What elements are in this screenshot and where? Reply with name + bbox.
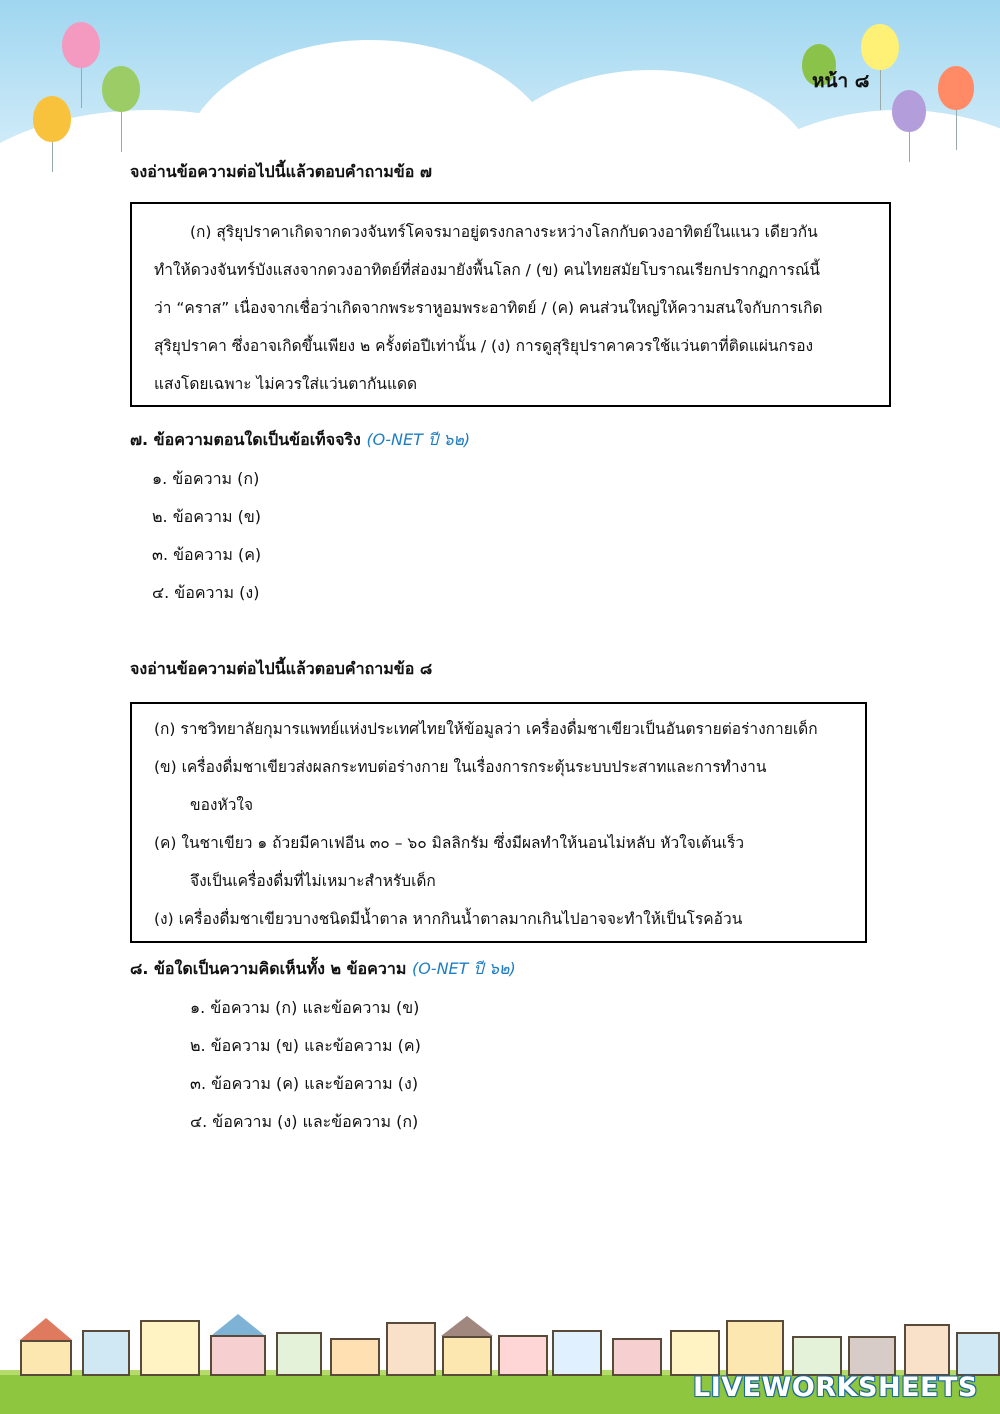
passage-line: สุริยุปราคา ซึ่งอาจเกิดขึ้นเพียง ๒ ครั้งต่อปีเท่านั้น / (ง) การดูสุริยุปราคาควรใช้แว่นตาที่ติดแผ่นกรอง [154,337,814,355]
school-icon [140,1320,200,1376]
passage-line: (ข) เครื่องดื่มชาเขียวส่งผลกระทบต่อร่างกาย ในเรื่องการกระตุ้นระบบประสาทและการทำงาน [154,758,767,776]
onet-tag: (O-NET ปี ๖๒) [411,959,516,978]
section-heading-q8: จงอ่านข้อความต่อไปนี้แล้วตอบคำถามข้อ ๘ [130,659,433,678]
balloon-icon [102,66,140,112]
roof-icon [20,1318,72,1340]
option-q8-2[interactable]: ๒. ข้อความ (ข) และข้อความ (ค) [190,1036,421,1055]
store-icon [792,1336,842,1376]
passage-line: จึงเป็นเครื่องดื่มที่ไม่เหมาะสำหรับเด็ก [190,872,436,890]
roof-icon [441,1316,493,1336]
balloon-string [909,132,910,162]
balloon-string [956,110,957,150]
house-icon [82,1330,130,1376]
passage-line: ว่า “คราส” เนื่องจากเชื่อว่าเกิดจากพระราหูอมพระอาทิตย์ / (ค) คนส่วนใหญ่ให้ความสนใจกับการเกิด [154,299,823,317]
bakery-icon [442,1336,492,1376]
passage-line: แสงโดยเฉพาะ ไม่ควรใส่แว่นตากันแดด [154,375,418,393]
coffee-shop-icon [848,1336,896,1376]
option-q7-3[interactable]: ๓. ข้อความ (ค) [152,545,262,564]
house-icon [20,1340,72,1376]
passage-box-q8 [130,702,867,943]
store-icon [276,1332,322,1376]
liveworksheets-logo: LIVEWORKSHEETS [693,1372,978,1403]
page-number: หน้า ๘ [812,70,870,92]
question-8 [130,957,516,982]
option-q8-3[interactable]: ๓. ข้อความ (ค) และข้อความ (ง) [190,1074,419,1093]
passage-line: (ค) ในชาเขียว ๑ ถ้วยมีคาเฟอีน ๓๐ – ๖๐ มิลลิกรัม ซึ่งมีผลทำให้นอนไม่หลับ หัวใจเต้นเร็ว [154,834,745,852]
section-heading-q7: จงอ่านข้อความต่อไปนี้แล้วตอบคำถามข้อ ๗ [130,162,432,181]
balloon-icon [33,96,71,142]
balloon-string [121,112,122,152]
option-q8-4[interactable]: ๔. ข้อความ (ง) และข้อความ (ก) [190,1112,419,1131]
passage-line: (ก) สุริยุปราคาเกิดจากดวงจันทร์โคจรมาอยู่ตรงกลางระหว่างโลกกับดวงอาทิตย์ในแนว เดียวกัน [190,223,818,241]
option-q7-4[interactable]: ๔. ข้อความ (ง) [152,583,260,602]
clinic-icon [552,1330,602,1376]
balloon-string [81,68,82,108]
question-text: ๘. ข้อใดเป็นความคิดเห็นทั้ง ๒ ข้อความ [130,959,412,978]
balloon-icon [62,22,100,68]
house-icon [612,1338,662,1376]
apartment-icon [904,1324,950,1376]
balloon-icon [861,24,899,70]
option-q7-1[interactable]: ๑. ข้อความ (ก) [152,469,260,488]
store-icon [498,1335,548,1376]
question-text: ๗. ข้อความตอนใดเป็นข้อเท็จจริง [130,430,367,449]
passage-box-q7 [130,202,891,407]
onet-tag: (O-NET ปี ๖๒) [366,430,471,449]
passage-line: (ก) ราชวิทยาลัยกุมารแพทย์แห่งประเทศไทยให้ข้อมูลว่า เครื่องดื่มชาเขียวเป็นอันตรายต่อร่างกายเด็ก [154,720,818,738]
balloon-string [880,70,881,110]
passage-line: ของหัวใจ [190,796,254,814]
house-icon [956,1332,1000,1376]
shop-icon [330,1338,380,1376]
house-icon [210,1335,266,1376]
house-icon [670,1330,720,1376]
option-q8-1[interactable]: ๑. ข้อความ (ก) และข้อความ (ข) [190,998,420,1017]
passage-line: ทำให้ดวงจันทร์บังแสงจากดวงอาทิตย์ที่ส่องมายังพื้นโลก / (ข) คนไทยสมัยโบราณเรียกปรากฏการณ์นี้ [154,261,820,279]
roof-icon [212,1314,264,1335]
balloon-icon [892,90,926,132]
balloon-string [52,142,53,172]
school-icon [726,1320,784,1376]
apartment-icon [386,1322,436,1376]
balloon-icon [938,66,974,110]
option-q7-2[interactable]: ๒. ข้อความ (ข) [152,507,261,526]
question-7 [130,428,470,453]
passage-line: (ง) เครื่องดื่มชาเขียวบางชนิดมีน้ำตาล หากกินน้ำตาลมากเกินไปอาจจะทำให้เป็นโรคอ้วน [154,910,743,928]
